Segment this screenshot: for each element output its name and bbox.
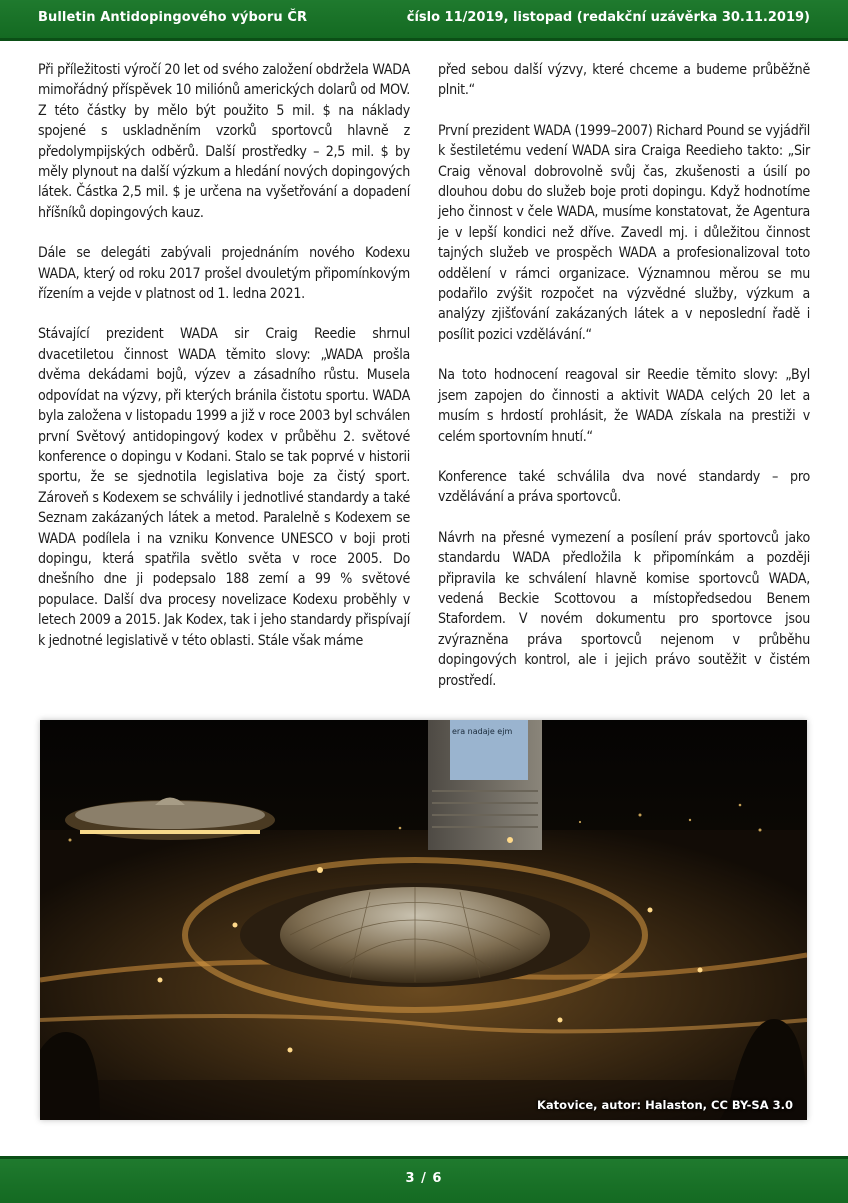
paragraph: před sebou další výzvy, které chceme a budeme průběžně plnit.“	[438, 62, 810, 99]
paragraph: Dále se delegáti zabývali projednáním nového Kodexu WADA, který od roku 2017 prošel dvouletým připomínkovým řízením a vejde v platnost od 1. ledna 2021.	[38, 245, 410, 303]
left-column	[38, 60, 410, 671]
paragraph: Konference také schválila dva nové standardy – pro vzdělávání a práva sportovců.	[438, 468, 810, 506]
right-column	[438, 60, 810, 711]
paragraph: Návrh na přesné vymezení a posílení práv sportovců jako standardu WADA předložila k připomínkám a později připravila ke schválení hlavně komise sportovců WADA, vedená Beckie Scottovou a místopředsedou Benem Stafordem. V novém dokumentu pro sportovce jsou zvýrazněna práva sportovců nejenom v průběhu dopingových kontrol, ale i jejich právo soutěžit v čistém prostředí.	[438, 529, 810, 689]
page-header	[0, 0, 848, 41]
page-footer	[0, 1156, 848, 1203]
photo-caption: Katovice, autor: Halaston, CC BY-SA 3.0	[537, 1098, 793, 1112]
paragraph: Stávající prezident WADA sir Craig Reedie shrnul dvacetiletou činnost WADA těmito slovy: „WADA prošla dvěma dekádami bojů, výzev a zásadního růstu. Musela odpovídat na výzvy, při kterých bránila čistotu sportu. WADA byla založena v listopadu 1999 a již v roce 2003 byl schválen první Světový antidopingový kodex v průběhu 2. světové konference o dopingu v Kodani. Stalo se tak poprvé v historii sportu, že se sjednotila legislativa boje za čistý sport. Zároveň s Kodexem se schválily i jednotlivé standardy a také Seznam zakázaných látek a metod. Paralelně s Kodexem se WADA podílela i na vzniku Konvence UNESCO v boji proti dopingu, která spatřila světlo světa v roce 2005. Do dnešního dne ji podepsalo 188 zemí a 99 % světové populace. Další dva procesy novelizace Kodexu proběhly v letech 2009 a 2015. Jak Kodex, tak i jeho standardy přispívají k jednotné legislativě v této oblasti. Stále však máme	[38, 326, 410, 649]
photo-illustration	[40, 720, 807, 1120]
issue-info: číslo 11/2019, listopad (redakční uzávěrka 30.11.2019)	[406, 10, 810, 25]
paragraph: Na toto hodnocení reagoval sir Reedie těmito slovy: „Byl jsem zapojen do činnosti a aktivit WADA celých 20 let a musím s hrdostí prohlásit, že WADA získala na prestiži v celém sportovním hnutí.“	[438, 367, 810, 445]
billboard-text: era nadaje ejm	[452, 727, 513, 736]
page-number: 3 / 6	[405, 1171, 443, 1186]
katowice-night-photo	[40, 720, 807, 1120]
bulletin-title: Bulletin Antidopingového výboru ČR	[38, 10, 308, 25]
paragraph: Při příležitosti výročí 20 let od svého založení obdržela WADA mimořádný příspěvek 10 miliónů amerických dolarů od MOV. Z této částky by mělo být použito 5 mil. $ na náklady spojené s uskladněním vzorků sportovců hlavně z předolympijských odběrů. Další prostředky – 2,5 mil. $ by měly plynout na další výzkum a hledání nových dopingových látek. Částka 2,5 mil. $ je určena na vyšetřování a dopadení hříšníků dopingových kauz.	[38, 62, 410, 221]
paragraph: První prezident WADA (1999–2007) Richard Pound se vyjádřil k šestiletému vedení WADA sira Craiga Reedieho takto: „Sir Craig věnoval dobrovolně svůj čas, zkušenosti a úsilí po dlouhou dobu do služeb boje proti dopingu. Když hodnotíme jeho činnost v čele WADA, musíme konstatovat, že Agentura je v lepší kondici než dříve. Zavedl mj. i důležitou činnost tajných služeb ve prospěch WADA a profesionalizoval toto oddělení v rámci organizace. Významnou měrou se mu podařilo zvýšit rozpočet na výzvědné služby, výzkum a analýzy zjišťování zakázaných látek a v neposlední řadě i posílit pozici vzdělávání.“	[438, 122, 810, 343]
